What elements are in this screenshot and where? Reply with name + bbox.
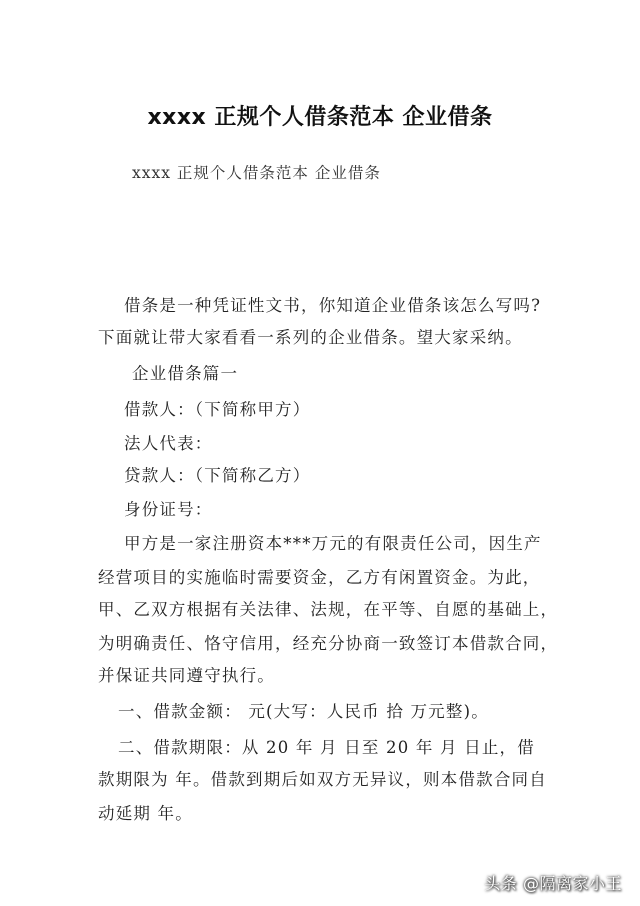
- field-id-number: 身份证号：: [124, 500, 213, 519]
- paragraph-line: 经营项目的实施临时需要资金，乙方有闲置资金。为此，: [98, 568, 541, 587]
- field-legal-representative: 法人代表：: [124, 434, 213, 453]
- paragraph-line: 借条是一种凭证性文书，你知道企业借条该怎么写吗?: [124, 296, 542, 315]
- paragraph-line: 并保证共同遵守执行。: [98, 666, 275, 685]
- paragraph-line: 甲方是一家注册资本***万元的有限责任公司，因生产: [124, 534, 542, 553]
- field-lender: 贷款人：（下简称乙方）: [124, 466, 311, 485]
- paragraph-line: 款期限为 年。借款到期后如双方无异议，则本借款合同自: [98, 770, 547, 789]
- document-title: xxxx 正规个人借条范本 企业借条: [147, 105, 493, 130]
- watermark: 头条 @隔离家小王: [484, 874, 622, 893]
- paragraph-line: 甲、乙双方根据有关法律、法规，在平等、自愿的基础上，: [98, 600, 559, 619]
- clause-loan-amount: 一、借款金额： 元(大写：人民币 拾 万元整)。: [118, 702, 489, 721]
- field-borrower: 借款人：（下简称甲方）: [124, 400, 311, 419]
- section-heading: 企业借条篇一: [132, 364, 239, 383]
- paragraph-line: 动延期 年。: [98, 804, 193, 823]
- paragraph-line: 下面就让带大家看看一系列的企业借条。望大家采纳。: [98, 328, 523, 347]
- document-subtitle: xxxx 正规个人借条范本 企业借条: [132, 164, 381, 182]
- paragraph-line: 为明确责任、恪守信用，经充分协商一致签订本借款合同，: [98, 634, 559, 653]
- clause-loan-term: 二、借款期限：从 20 年 月 日至 20 年 月 日止，借: [118, 738, 535, 757]
